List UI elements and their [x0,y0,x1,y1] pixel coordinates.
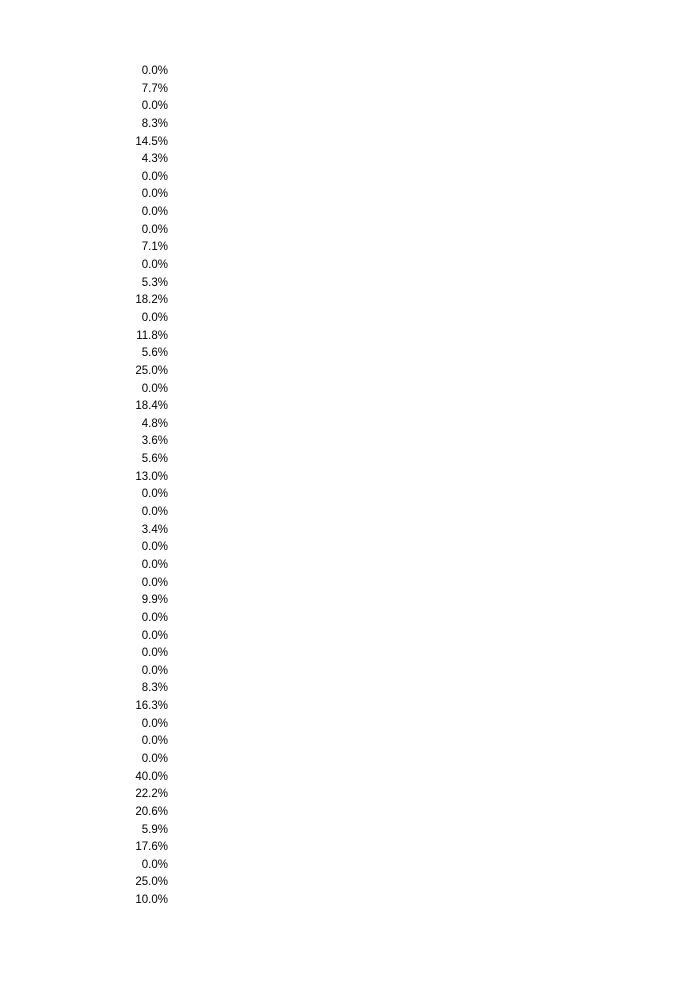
percentage-cell: 0.0% [141,206,168,219]
percentage-cell: 7.7% [141,82,168,95]
percentage-cell: 18.4% [135,400,168,413]
percentage-cell: 5.6% [141,347,168,360]
percentage-cell: 0.0% [141,735,168,748]
percentage-cell: 20.6% [135,805,168,818]
percentage-cell: 0.0% [141,541,168,554]
percentage-cell: 0.0% [141,576,168,589]
percentage-cell: 0.0% [141,752,168,765]
percentage-cell: 3.4% [141,523,168,536]
percentage-cell: 9.9% [141,594,168,607]
percentage-cell: 0.0% [141,170,168,183]
percentage-cell: 0.0% [141,100,168,113]
percentage-cell: 0.0% [141,382,168,395]
percentage-cell: 25.0% [135,876,168,889]
percentage-cell: 4.8% [141,417,168,430]
percentage-cell: 0.0% [141,311,168,324]
percentage-cell: 8.3% [141,117,168,130]
percentage-cell: 5.9% [141,823,168,836]
percentage-cell: 3.6% [141,435,168,448]
percentage-cell: 16.3% [135,700,168,713]
percentage-cell: 0.0% [141,717,168,730]
percentage-cell: 5.6% [141,453,168,466]
percentage-cell: 14.5% [135,135,168,148]
percentage-cell: 0.0% [141,259,168,272]
percentage-cell: 17.6% [135,841,168,854]
percentage-cell: 40.0% [135,770,168,783]
percentage-cell: 7.1% [141,241,168,254]
percentage-cell: 0.0% [141,65,168,77]
percentage-cell: 18.2% [135,294,168,307]
percentage-cell: 0.0% [141,506,168,519]
percentage-cell: 0.0% [141,647,168,660]
percentage-cell: 10.0% [135,894,168,907]
percentage-cell: 22.2% [135,788,168,801]
percentage-cell: 0.0% [141,188,168,201]
percentage-cell: 0.0% [141,558,168,571]
percentage-cell: 8.3% [141,682,168,695]
percentage-cell: 0.0% [141,858,168,871]
percentage-cell: 0.0% [141,664,168,677]
percentage-cell: 0.0% [141,611,168,624]
percentage-cell: 11.8% [136,329,168,342]
percentage-cell: 13.0% [135,470,168,483]
percentage-cell: 0.0% [141,629,168,642]
percentage-cell: 4.3% [141,153,168,166]
percentage-column [100,63,168,910]
percentage-cell: 25.0% [135,364,168,377]
percentage-cell: 5.3% [141,276,168,289]
percentage-cell: 0.0% [141,488,168,501]
percentage-cell: 0.0% [141,223,168,236]
